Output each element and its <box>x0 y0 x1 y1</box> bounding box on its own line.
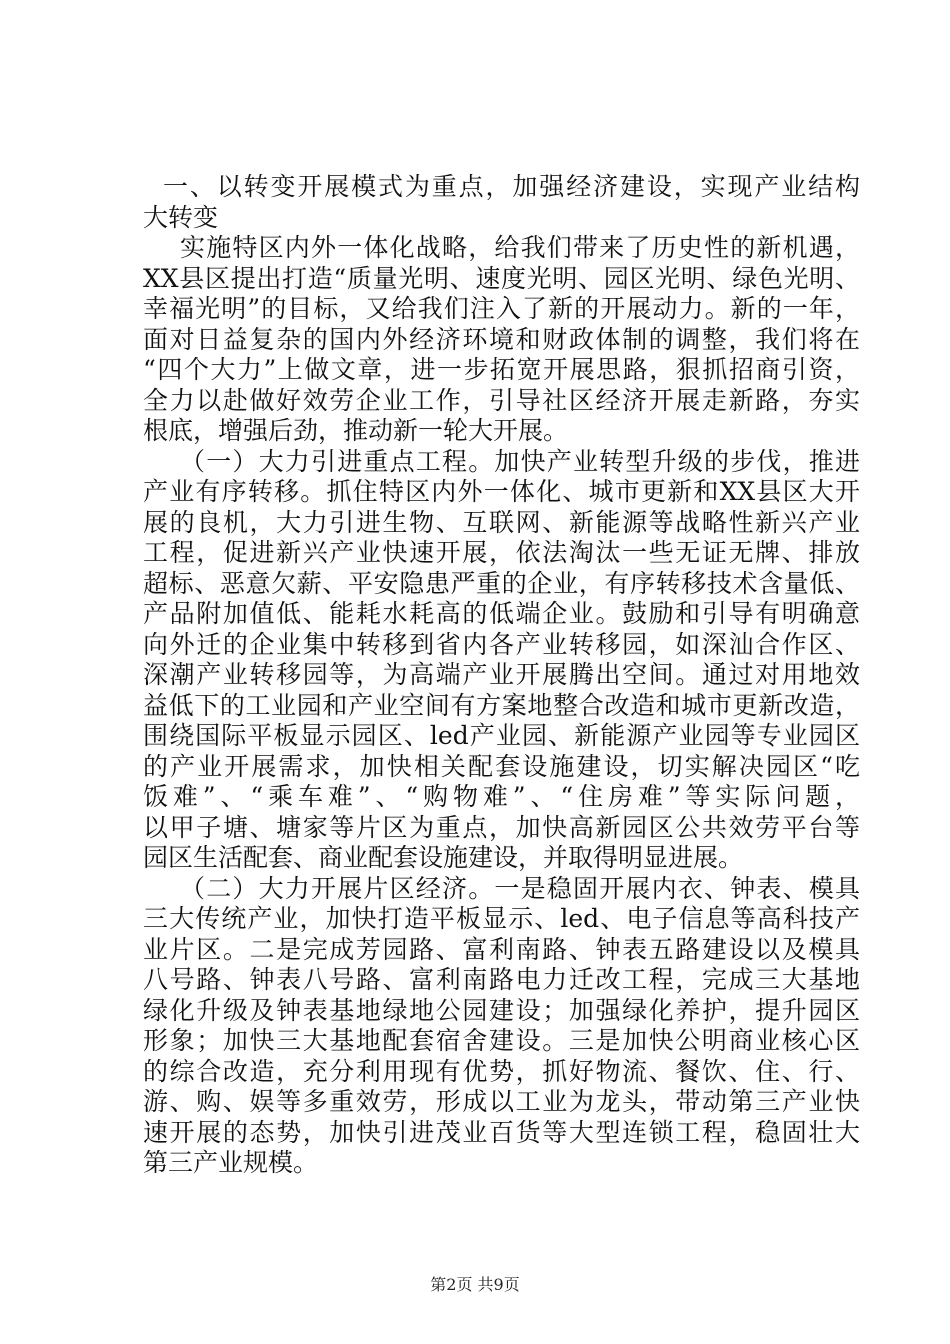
text-line: 业片区。二是完成芳园路、富利南路、钟表五路建设以及模具 <box>143 934 860 964</box>
page-number: 第2页 共9页 <box>430 1275 520 1294</box>
text-line: 面对日益复杂的国内外经济环境和财政体制的调整，我们将在 <box>143 324 860 354</box>
text-line: 八号路、钟表八号路、富利南路电力迁改工程，完成三大基地 <box>143 965 860 994</box>
text-line: 第三产业规模。 <box>143 1148 319 1177</box>
text-line: 速开展的态势，加快引进茂业百货等大型连锁工程，稳固壮大 <box>143 1117 860 1147</box>
text-line: 全力以赴做好效劳企业工作，引导社区经济开展走新路，夯实 <box>143 385 860 415</box>
text-line: 一、以转变开展模式为重点，加强经济建设，实现产业结构 <box>163 172 860 201</box>
text-line: 三大传统产业，加快打造平板显示、led、电子信息等高科技产 <box>143 904 860 933</box>
text-line: “四个大力”上做文章，进一步拓宽开展思路，狠抓招商引资， <box>143 355 860 384</box>
text-line: 工程，促进新兴产业快速开展，依法淘汰一些无证无牌、排放 <box>143 538 860 567</box>
text-line: 向外迁的企业集中转移到省内各产业转移园，如深汕合作区、 <box>143 629 860 659</box>
text-line: 围绕国际平板显示园区、led产业园、新能源产业园等专业园区 <box>143 721 860 750</box>
text-line: 园区生活配套、商业配套设施建设，并取得明显进展。 <box>143 843 744 872</box>
text-line: 产品附加值低、能耗水耗高的低端企业。鼓励和引导有明确意 <box>143 599 860 628</box>
paragraph <box>143 447 860 874</box>
text-line: （二）大力开展片区经济。一是稳固开展内衣、钟表、模具 <box>180 873 860 903</box>
text-line: 以甲子塘、塘家等片区为重点，加快高新园区公共效劳平台等 <box>143 812 860 842</box>
text-line: 展的良机，大力引进生物、互联网、新能源等战略性新兴产业 <box>143 507 860 537</box>
text-line: 的产业开展需求，加快相关配套设施建设，切实解决园区“吃 <box>143 751 860 781</box>
section-heading <box>143 172 860 233</box>
text-line: 超标、恶意欠薪、平安隐患严重的企业，有序转移技术含量低、 <box>143 568 860 598</box>
text-line: 形象；加快三大基地配套宿舍建设。三是加快公明商业核心区 <box>143 1026 860 1055</box>
document-body <box>143 172 860 1179</box>
text-line: 的综合改造，充分利用现有优势，抓好物流、餐饮、住、行、 <box>143 1056 860 1086</box>
text-line: XX县区提出打造“质量光明、速度光明、园区光明、绿色光明、 <box>143 263 860 293</box>
text-line: 根底，增强后劲，推动新一轮大开展。 <box>143 416 569 445</box>
text-line: 游、购、娱等多重效劳，形成以工业为龙头，带动第三产业快 <box>143 1087 860 1116</box>
text-line: 实施特区内外一体化战略，给我们带来了历史性的新机遇， <box>180 233 860 262</box>
text-line: （一）大力引进重点工程。加快产业转型升级的步伐，推进 <box>180 446 860 476</box>
page-footer <box>0 1272 950 1295</box>
text-line: 产业有序转移。抓住特区内外一体化、城市更新和XX县区大开 <box>143 477 860 506</box>
text-line: 绿化升级及钟表基地绿地公园建设；加强绿化养护，提升园区 <box>143 995 860 1025</box>
text-line: 深潮产业转移园等，为高端产业开展腾出空间。通过对用地效 <box>143 660 860 689</box>
text-line: 大转变 <box>143 202 219 232</box>
text-line: 益低下的工业园和产业空间有方案地整合改造和城市更新改造， <box>143 690 860 720</box>
paragraph <box>143 233 860 447</box>
text-line: 饭难”、“乘车难”、“购物难”、“住房难”等实际问题， <box>143 782 860 811</box>
paragraph <box>143 874 860 1179</box>
text-line: 幸福光明”的目标，又给我们注入了新的开展动力。新的一年， <box>143 294 860 323</box>
